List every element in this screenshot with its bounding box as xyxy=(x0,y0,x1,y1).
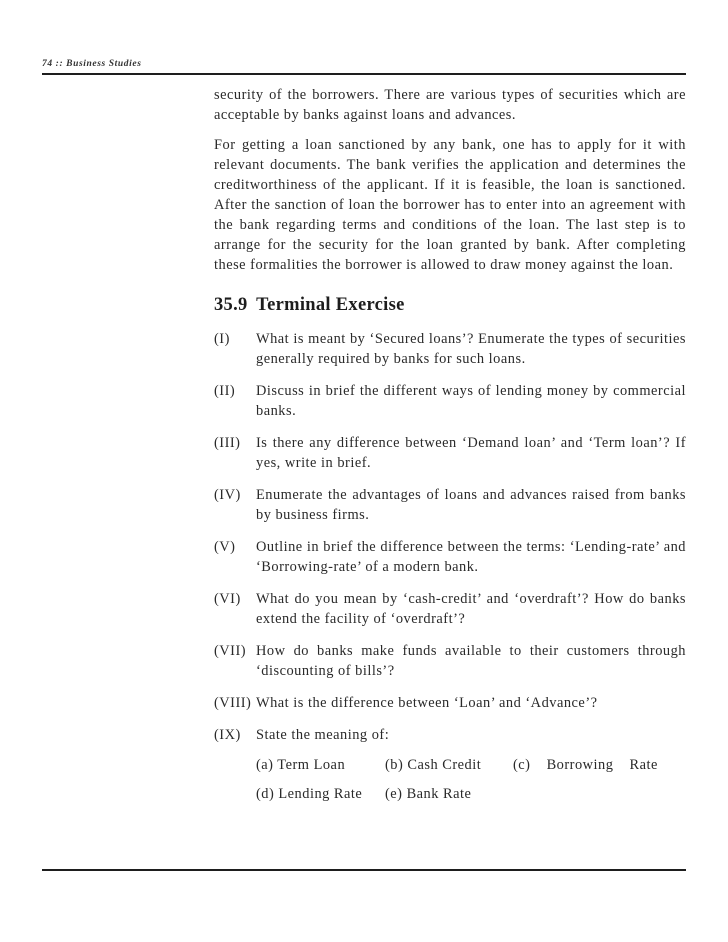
paragraph-security: security of the borrowers. There are various types of securities which are acceptable by banks against loans and advances. xyxy=(214,87,686,123)
question-number: (IX) xyxy=(214,727,241,743)
question-text: How do banks make funds available to their customers through ‘discounting of bills’? xyxy=(256,643,686,679)
question-text: Is there any difference between ‘Demand loan’ and ‘Term loan’? If yes, write in brief. xyxy=(256,435,686,471)
question-text: Enumerate the advantages of loans and advances raised from banks by business firms. xyxy=(256,487,686,523)
question-number: (VII) xyxy=(214,643,247,659)
question-number: (IV) xyxy=(214,487,241,503)
question-item xyxy=(214,329,686,369)
options-row-1 xyxy=(214,755,686,775)
question-number: (VIII) xyxy=(214,695,252,711)
option-lending-rate: (d) Lending Rate xyxy=(256,786,363,802)
section-number: 35.9 xyxy=(214,295,248,315)
question-text: What do you mean by ‘cash-credit’ and ‘overdraft’? How do banks extend the facility of ‘overdraft’? xyxy=(256,591,686,627)
question-number: (V) xyxy=(214,539,236,555)
option-term-loan: (a) Term Loan xyxy=(256,757,346,773)
option-cash-credit: (b) Cash Credit xyxy=(385,757,482,773)
running-head: 74 :: Business Studies xyxy=(42,59,142,69)
question-number: (I) xyxy=(214,331,230,347)
header-rule xyxy=(42,73,686,75)
footer-rule xyxy=(42,869,686,871)
question-text: What is the difference between ‘Loan’ and ‘Advance’? xyxy=(256,695,598,711)
question-item xyxy=(214,381,686,421)
paragraph-loan-procedure: For getting a loan sanctioned by any bank, one has to apply for it with relevant documents. The bank verifies the application and determines the creditworthiness of the applicant. If it is feasible, the loan is sanctioned. After the sanction of loan the borrower has to enter into an agreement with the bank regarding terms and conditions of the loan. The last step is to arrange for the security for the loan granted by bank. After completing these formalities the borrower is allowed to draw money against the loan. xyxy=(214,137,686,273)
question-number: (II) xyxy=(214,383,236,399)
page-content xyxy=(214,85,686,813)
question-item xyxy=(214,693,686,713)
question-text: Discuss in brief the different ways of lending money by commercial banks. xyxy=(256,383,686,419)
option-bank-rate: (e) Bank Rate xyxy=(385,786,472,802)
question-text: Outline in brief the difference between the terms: ‘Lending-rate’ and ‘Borrowing-rate’ of a modern bank. xyxy=(256,539,686,575)
question-item xyxy=(214,589,686,629)
question-item xyxy=(214,485,686,525)
question-item xyxy=(214,641,686,681)
section-title: Terminal Exercise xyxy=(256,295,405,315)
question-item xyxy=(214,433,686,473)
question-number: (III) xyxy=(214,435,241,451)
section-heading xyxy=(214,293,686,317)
question-item xyxy=(214,725,686,745)
question-text: State the meaning of: xyxy=(256,727,390,743)
question-text: What is meant by ‘Secured loans’? Enumerate the types of securities generally required by banks for such loans. xyxy=(256,331,686,367)
question-item xyxy=(214,537,686,577)
question-number: (VI) xyxy=(214,591,241,607)
option-borrowing-rate: (c) Borrowing Rate xyxy=(513,757,658,773)
options-row-2 xyxy=(214,784,686,804)
